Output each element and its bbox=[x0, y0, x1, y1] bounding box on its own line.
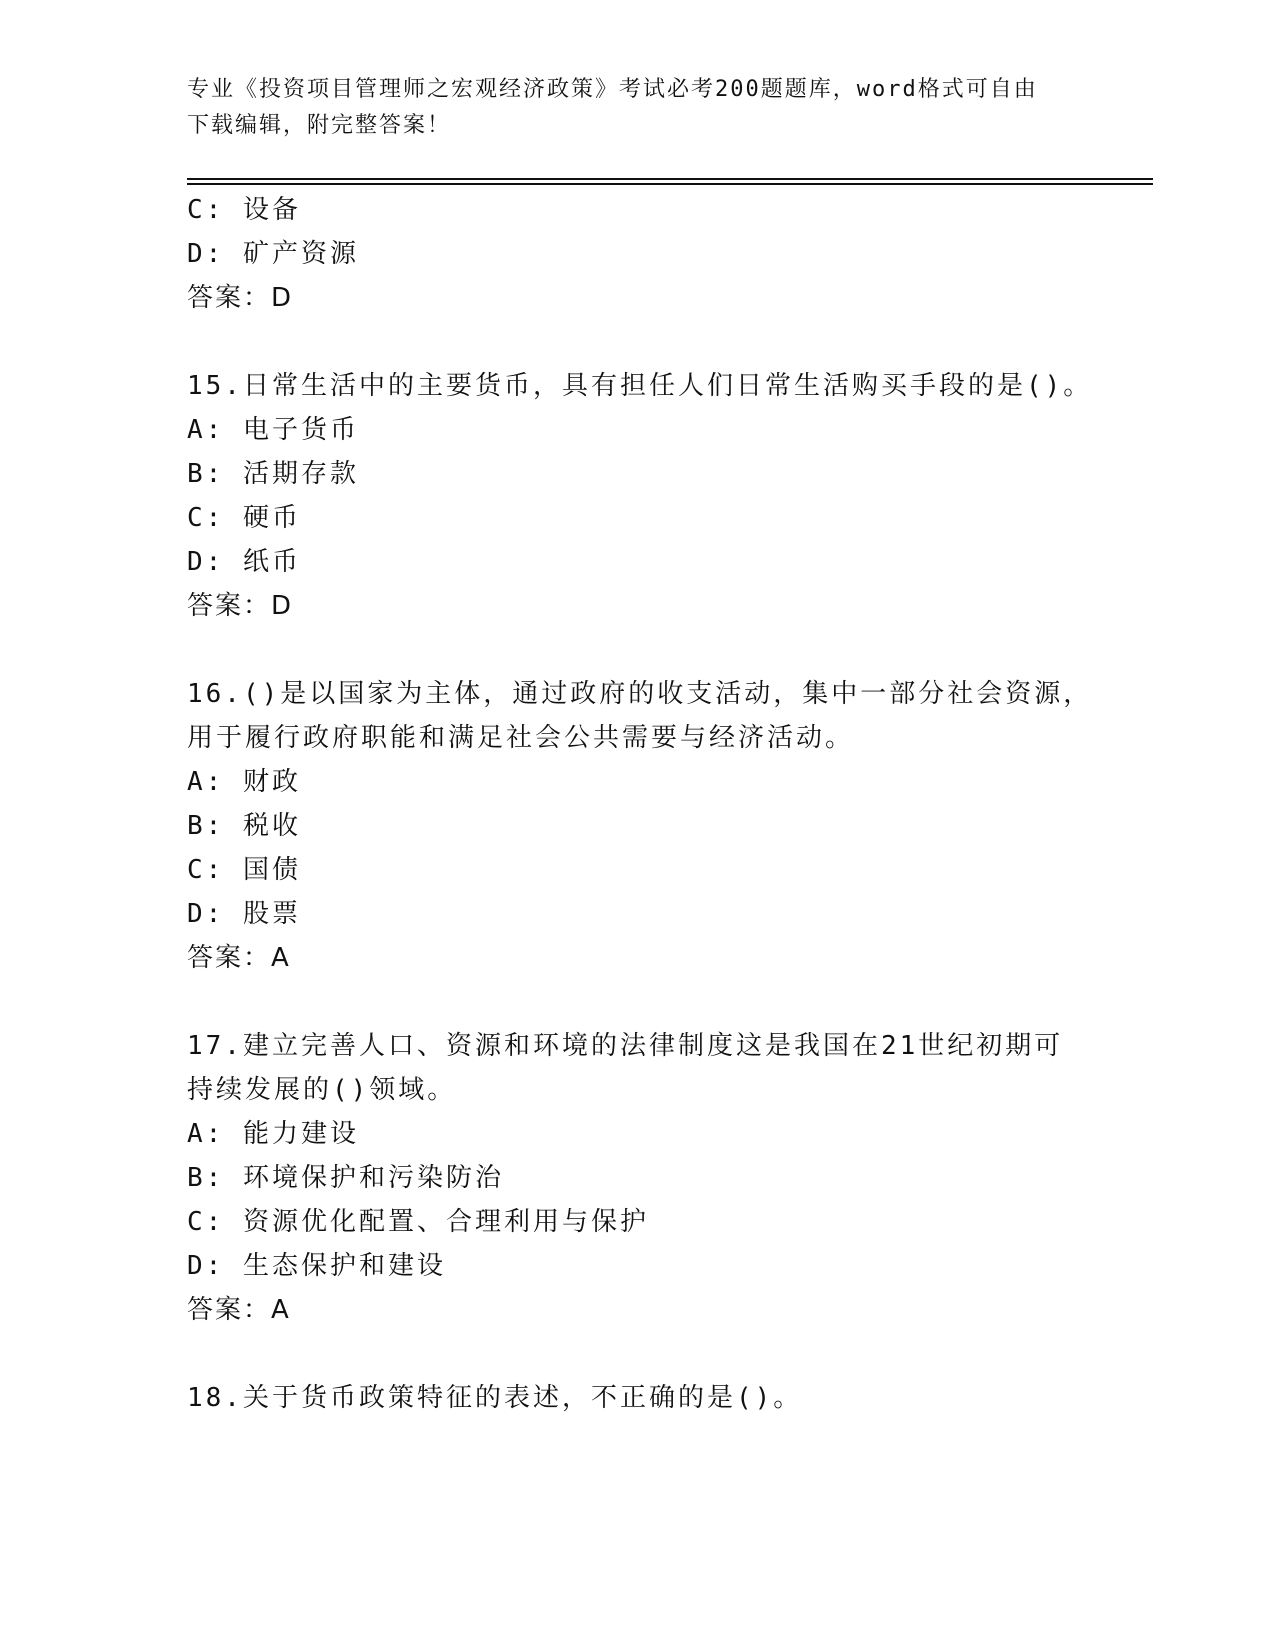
q16-option-a: A: 财政 bbox=[187, 767, 301, 797]
q17-option-c: C: 资源优化配置、合理利用与保护 bbox=[187, 1207, 649, 1237]
q16-option-c: C: 国债 bbox=[187, 855, 301, 885]
q16-option-d: D: 股票 bbox=[187, 899, 301, 929]
q15-option-d: D: 纸币 bbox=[187, 547, 301, 577]
document-header bbox=[187, 72, 1067, 144]
q14-answer: 答案：D bbox=[187, 283, 294, 313]
header-divider-top bbox=[187, 178, 1153, 180]
q15-answer: 答案：D bbox=[187, 591, 294, 621]
q17-option-b: B: 环境保护和污染防治 bbox=[187, 1163, 504, 1193]
header-divider-bottom bbox=[187, 183, 1153, 185]
q16-question-line-1: 16.()是以国家为主体，通过政府的收支活动，集中一部分社会资源， bbox=[187, 679, 1093, 709]
q17-question-line-1: 17.建立完善人口、资源和环境的法律制度这是我国在21世纪初期可 bbox=[187, 1031, 1064, 1061]
q15-option-c: C: 硬币 bbox=[187, 503, 301, 533]
q18-question: 18.关于货币政策特征的表述，不正确的是()。 bbox=[187, 1383, 803, 1413]
q16-answer: 答案：A bbox=[187, 943, 291, 973]
q16-question-line-2: 用于履行政府职能和满足社会公共需要与经济活动。 bbox=[187, 723, 855, 753]
q16-option-b: B: 税收 bbox=[187, 811, 301, 841]
q14-option-c: C: 设备 bbox=[187, 195, 301, 225]
q14-option-d: D: 矿产资源 bbox=[187, 239, 359, 269]
q17-option-d: D: 生态保护和建设 bbox=[187, 1251, 446, 1281]
q15-question: 15.日常生活中的主要货币，具有担任人们日常生活购买手段的是()。 bbox=[187, 371, 1093, 401]
q15-option-a: A: 电子货币 bbox=[187, 415, 359, 445]
q17-question-line-2: 持续发展的()领域。 bbox=[187, 1075, 457, 1105]
q15-option-b: B: 活期存款 bbox=[187, 459, 359, 489]
q17-option-a: A: 能力建设 bbox=[187, 1119, 359, 1149]
header-line-2: 下载编辑，附完整答案！ bbox=[187, 113, 452, 138]
q17-answer: 答案：A bbox=[187, 1295, 291, 1325]
header-line-1: 专业《投资项目管理师之宏观经济政策》考试必考200题题库，word格式可自由 bbox=[187, 77, 1038, 102]
